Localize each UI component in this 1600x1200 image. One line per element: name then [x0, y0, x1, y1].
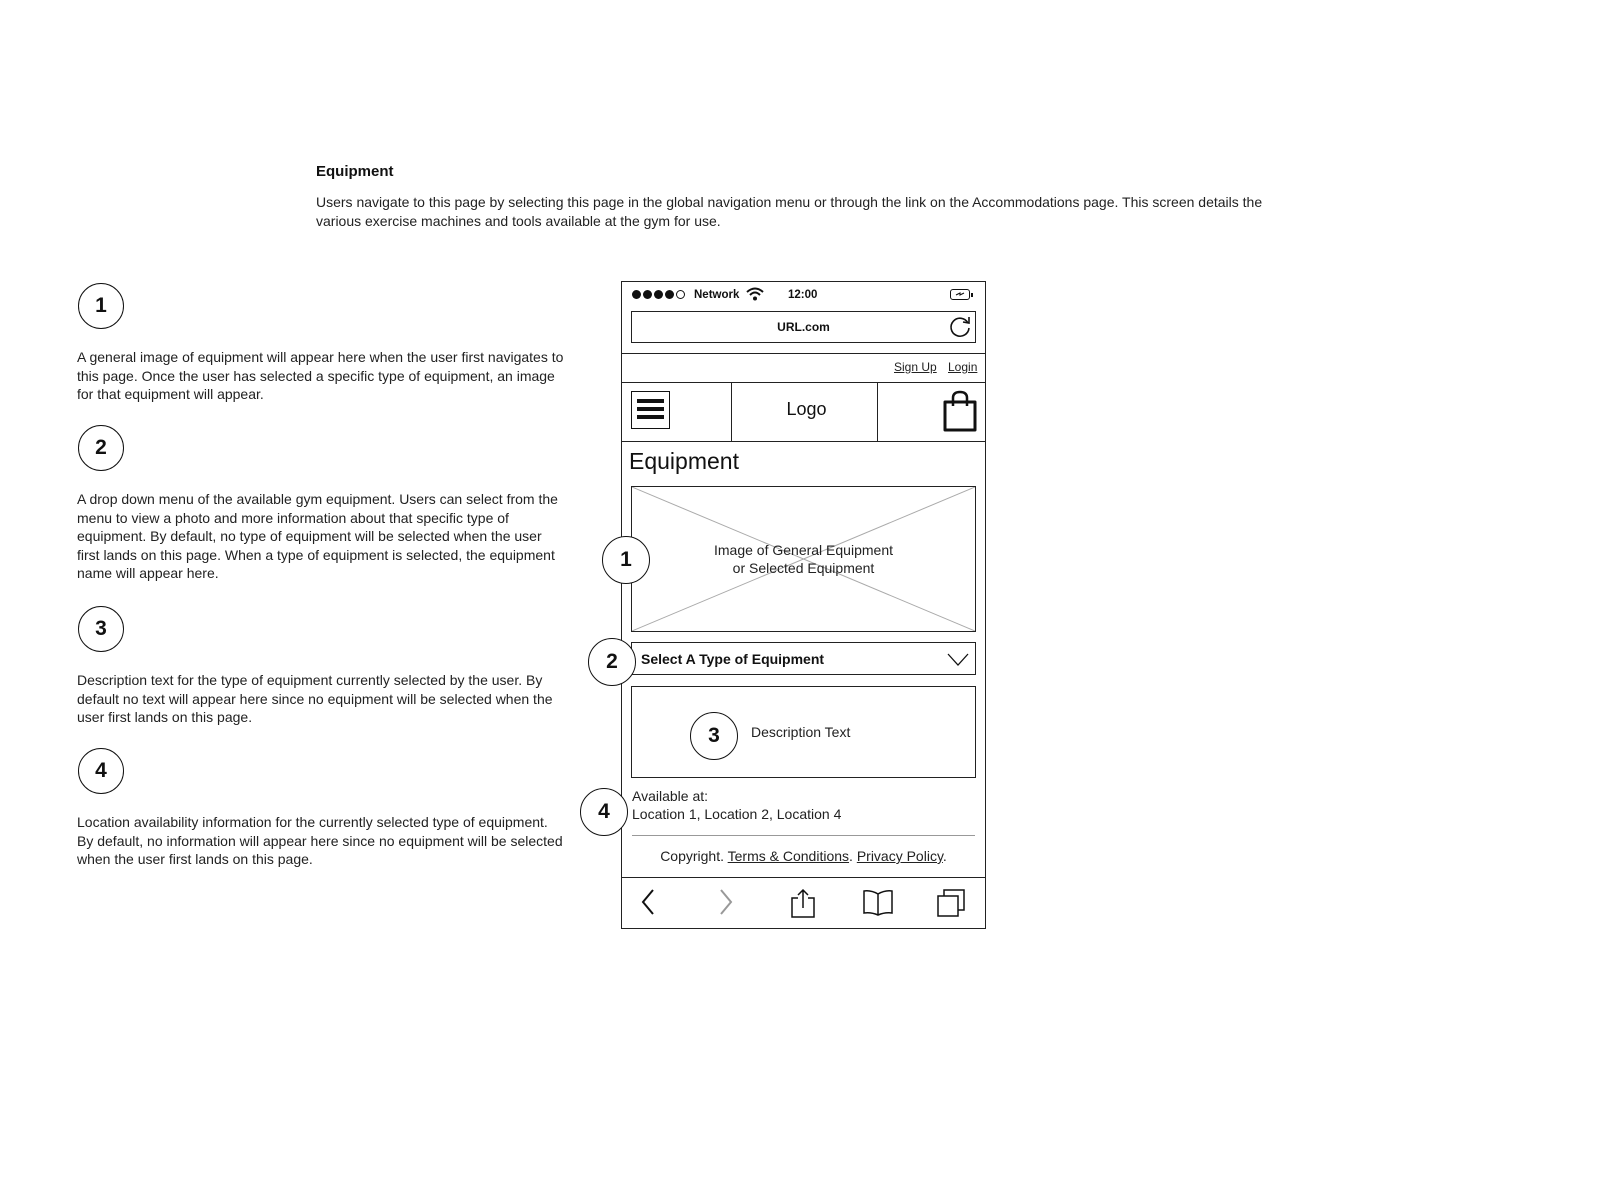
url-text: URL.com	[777, 320, 830, 334]
annotation-text-2: A drop down menu of the available gym equipment. Users can select from the menu to view a photo and more information about that specific type of equipment. By default, no type of equipment will be selected when the user first lands on this page. When a type of equipment is selected, the equipment name will appear here.	[77, 491, 558, 582]
annotation-number-3: 3	[78, 606, 124, 652]
nav-separator	[877, 383, 878, 441]
bookmarks-icon[interactable]	[862, 888, 894, 921]
footer-divider	[632, 835, 975, 836]
terms-link[interactable]: Terms & Conditions	[727, 848, 850, 864]
browser-toolbar	[622, 878, 985, 928]
signup-link[interactable]: Sign Up	[894, 360, 937, 374]
status-bar	[622, 282, 985, 308]
hamburger-menu-icon[interactable]	[631, 391, 670, 429]
footer	[622, 848, 985, 864]
annotation-number-4: 4	[78, 748, 124, 794]
image-placeholder-label: Image of General Equipment or Selected Equipment	[714, 542, 893, 576]
description-text: Description Text	[751, 724, 851, 740]
footer-period: .	[942, 848, 947, 864]
description-box	[631, 686, 976, 778]
callout-4: 4	[580, 788, 628, 836]
privacy-link[interactable]: Privacy Policy	[856, 848, 943, 864]
callout-1: 1	[602, 536, 650, 584]
availability-locations: Location 1, Location 2, Location 4	[632, 806, 842, 822]
network-label: Network	[694, 289, 740, 301]
nav-separator	[731, 383, 732, 441]
nav-row	[622, 383, 985, 441]
annotation-text-3: Description text for the type of equipment currently selected by the user. By default no text will appear here since no equipment will be selected when the user first lands on this page.	[77, 672, 553, 726]
annotation-number-2: 2	[78, 425, 124, 471]
annotation-number-1: 1	[78, 283, 124, 329]
equipment-image-placeholder	[631, 486, 976, 632]
screen-title: Equipment	[629, 448, 739, 474]
signal-strength-dots	[632, 290, 685, 299]
status-time: 12:00	[788, 289, 818, 301]
url-bar[interactable]	[631, 311, 976, 343]
equipment-type-dropdown[interactable]	[631, 642, 976, 675]
login-link[interactable]: Login	[948, 360, 978, 374]
chevron-down-icon[interactable]	[947, 653, 969, 671]
wifi-icon	[746, 287, 764, 304]
annotation-text-4: Location availability information for the currently selected type of equipment. By default, no information will appear here since no equipment will be selected when the user first lands on this page.	[77, 814, 563, 868]
shopping-bag-icon[interactable]	[942, 390, 978, 437]
tabs-icon[interactable]	[936, 888, 966, 923]
phone-wireframe	[621, 281, 986, 929]
callout-2: 2	[588, 638, 636, 686]
reload-icon[interactable]	[948, 315, 972, 344]
dropdown-label: Select A Type of Equipment	[641, 651, 825, 667]
footer-period: .	[849, 848, 853, 864]
availability-label: Available at:	[632, 788, 709, 804]
callout-3: 3	[690, 712, 738, 760]
battery-icon	[950, 289, 970, 300]
logo[interactable]: Logo	[786, 399, 827, 419]
annotation-text-1: A general image of equipment will appear here when the user first navigates to this page. Once the user has selected a specific type of equipment, an image for that equipment will appear.	[77, 349, 564, 403]
forward-icon[interactable]	[718, 888, 734, 921]
back-icon[interactable]	[640, 888, 656, 921]
page-title: Equipment	[316, 163, 394, 180]
nav-divider-bottom	[622, 441, 985, 442]
header-divider	[622, 353, 985, 354]
page-intro: Users navigate to this page by selecting this page in the global navigation menu or through the link on the Accommodations page. This screen details the various exercise machines and tools available at the gym for use.	[316, 194, 1263, 229]
share-icon[interactable]	[790, 888, 816, 923]
copyright-text: Copyright.	[660, 848, 724, 864]
